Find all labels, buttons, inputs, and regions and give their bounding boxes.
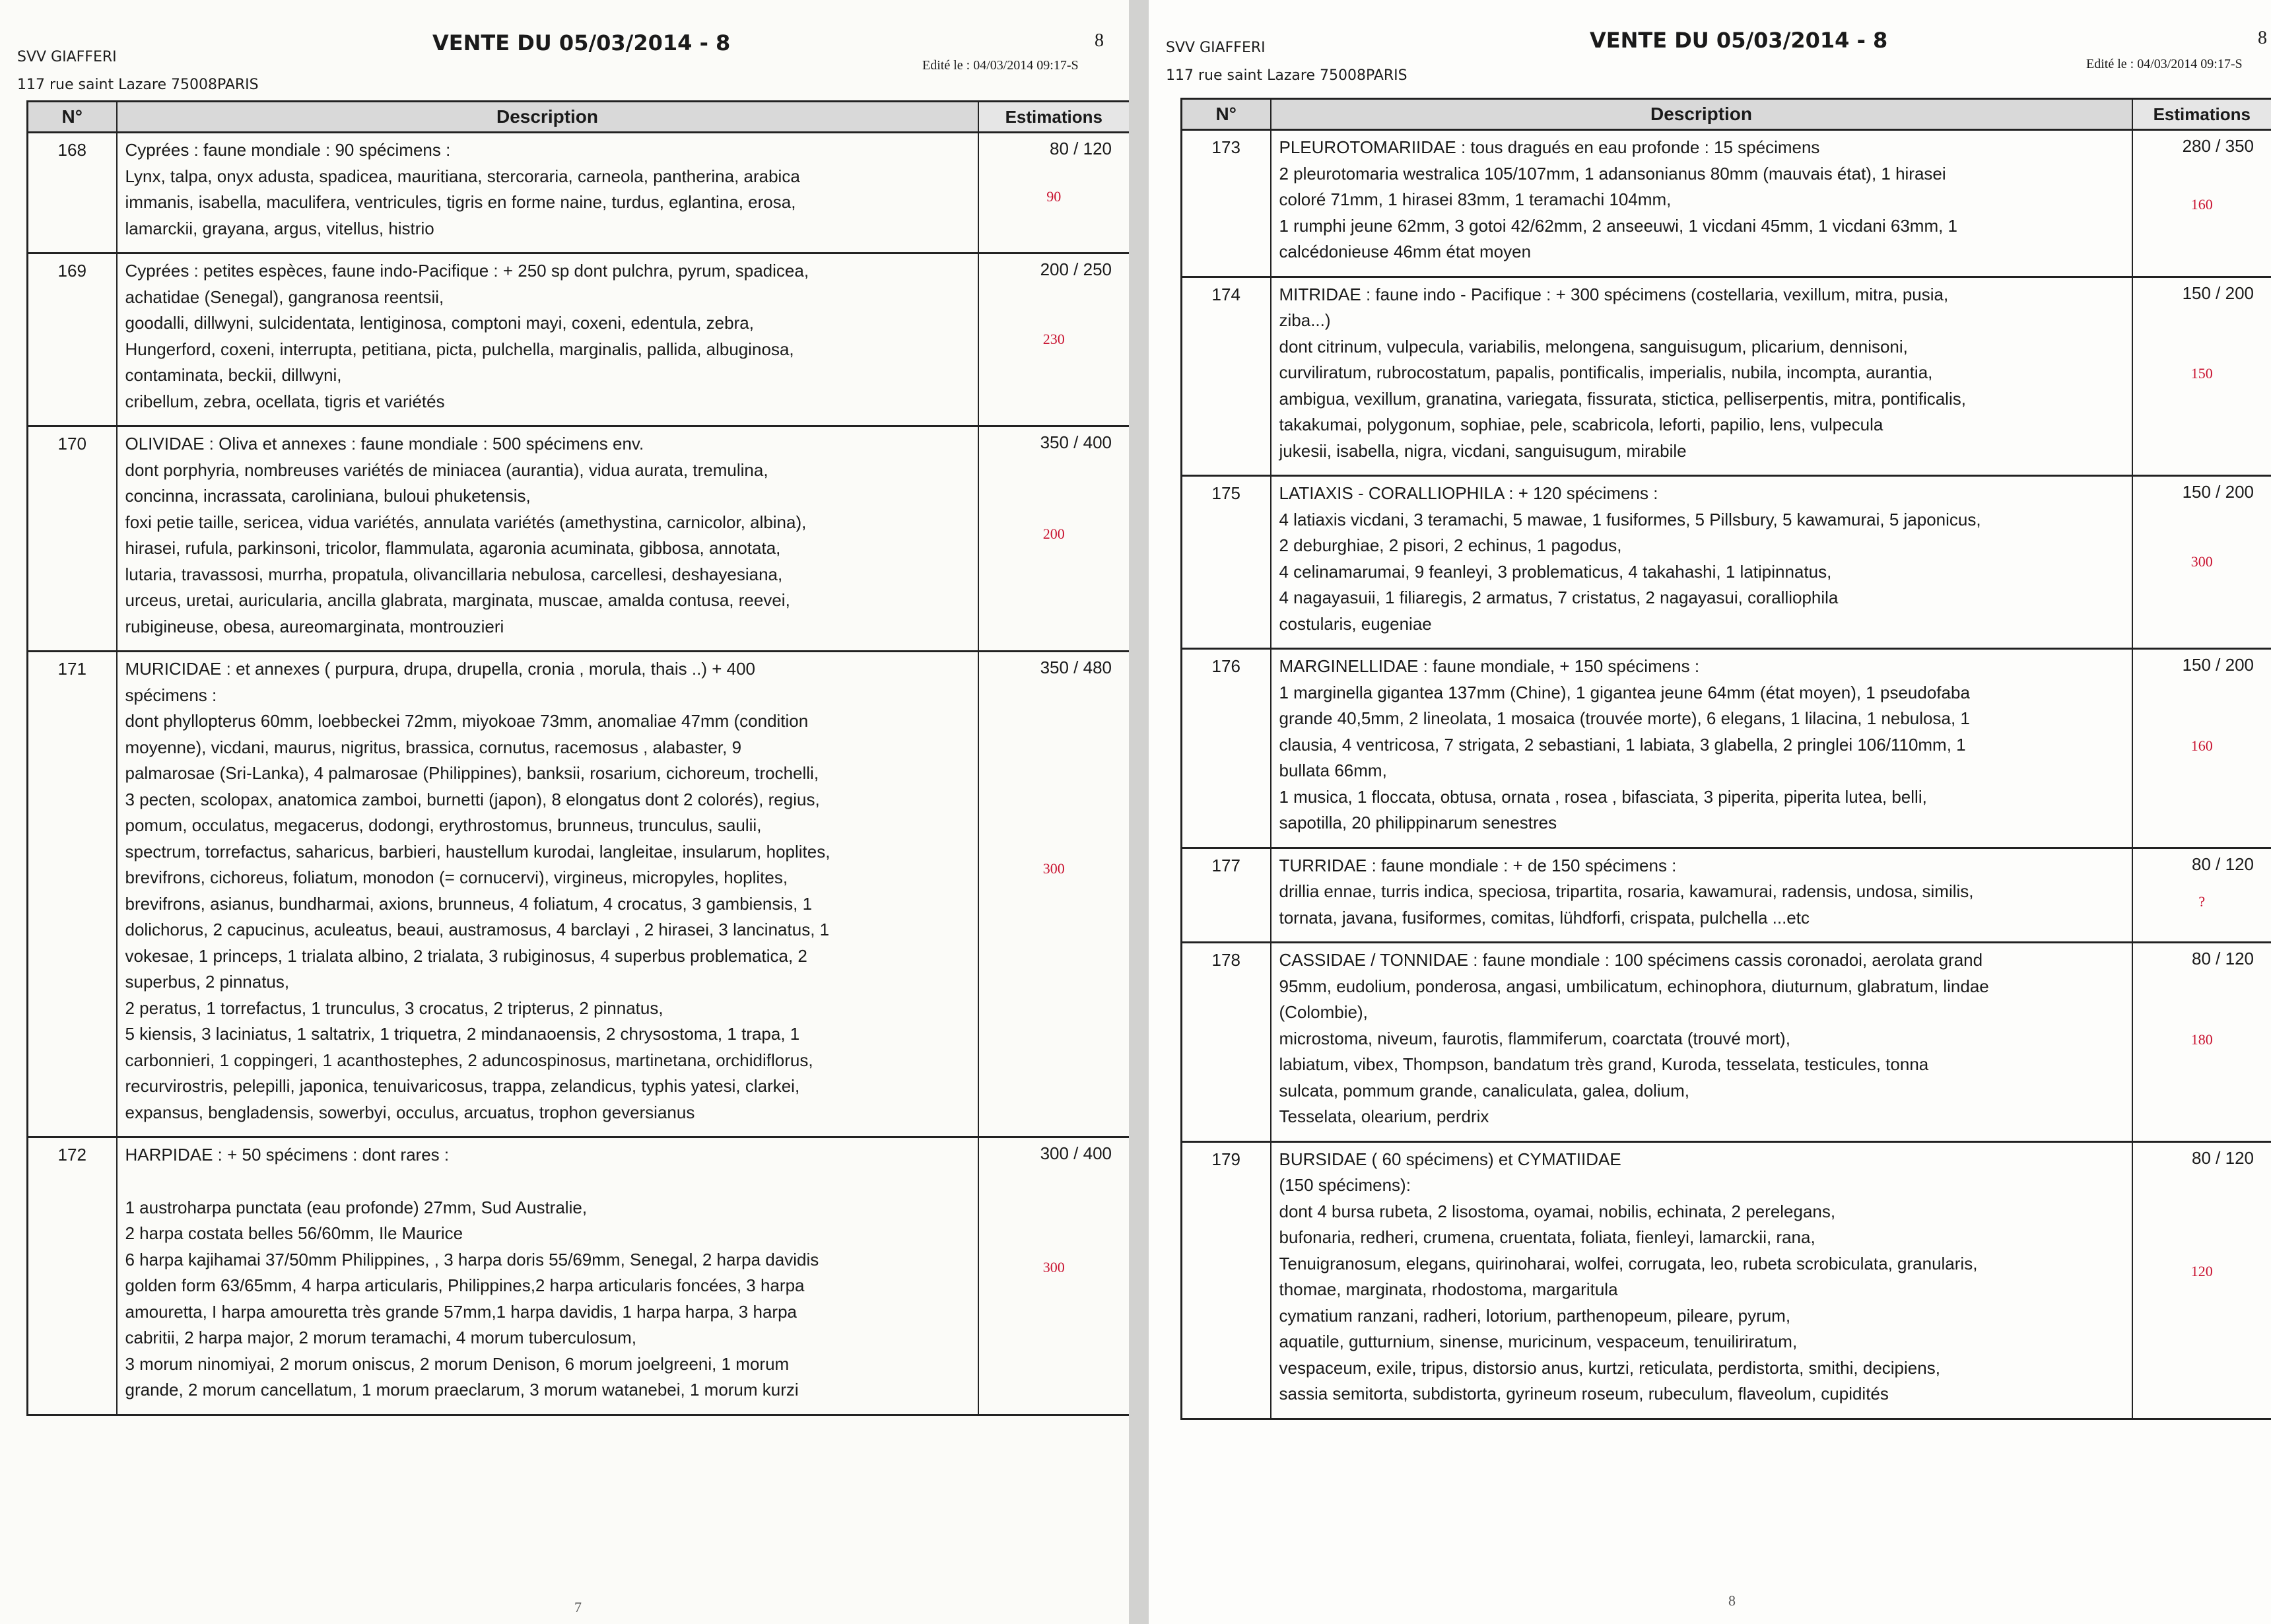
description-line: BURSIDAE ( 60 spécimens) et CYMATIIDAE <box>1279 1149 1621 1169</box>
lot-estimate-cell <box>2132 130 2271 277</box>
company-name: SVV GIAFFERI <box>1166 40 1266 56</box>
description-line: OLIVIDAE : Oliva et annexes : faune mondiale : 500 spécimens env. <box>125 434 644 454</box>
handwritten-price: ? <box>2198 893 2206 910</box>
lot-estimate-cell <box>2132 943 2271 1142</box>
estimate-range: 150 / 200 <box>2182 283 2254 303</box>
estimate-range: 350 / 480 <box>1040 658 1112 677</box>
description-line: microstoma, niveum, faurotis, flammiferum, coarctata (trouvé mort), <box>1279 1028 1790 1048</box>
column-header-description: Description <box>1271 99 2132 130</box>
lot-description <box>1271 1141 2132 1419</box>
description-line: vokesae, 1 princeps, 1 trialata albino, 2 trialata, 3 rubiginosus, 4 superbus problematica, 2 <box>125 945 807 966</box>
lot-number: 173 <box>1182 130 1271 277</box>
description-line: rubigineuse, obesa, aureomarginata, montrouzieri <box>125 616 504 636</box>
description-line: Cyprées : petites espèces, faune indo-Pacifique : + 250 sp dont pulchra, pyrum, spadicea, <box>125 261 809 281</box>
description-line: jukesii, isabella, nigra, vicdani, sanguisugum, mirabile <box>1279 440 1687 461</box>
description-line: brevifrons, asianus, bundharmai, axions, brunneus, 4 foliatum, 4 crocatus, 3 gambiensis, 1 <box>125 893 813 914</box>
handwritten-price: 300 <box>2190 553 2213 570</box>
page-number: 8 <box>1095 30 1104 51</box>
description-line: 6 harpa kajihamai 37/50mm Philippines, , 3 harpa doris 55/69mm, Senegal, 2 harpa davidis <box>125 1249 819 1269</box>
description-line: 3 pecten, scolopax, anatomica zamboi, burnetti (japon), 8 elongatus dont 2 colorés), regius, <box>125 789 820 809</box>
description-line <box>125 1168 972 1195</box>
left-page <box>0 0 1129 1624</box>
estimate-range: 280 / 350 <box>2182 136 2254 156</box>
company-block <box>17 44 259 99</box>
lot-estimate-cell <box>2132 848 2271 943</box>
description-line: 1 rumphi jeune 62mm, 3 gotoi 42/62mm, 2 anseeuwi, 1 vicdani 45mm, 1 vicdani 63mm, 1 <box>1279 215 1958 236</box>
description-line: bufonaria, redheri, crumena, cruentata, foliata, fienleyi, lamarckii, rana, <box>1279 1227 1815 1247</box>
lot-number: 171 <box>28 652 117 1137</box>
lot-number: 175 <box>1182 476 1271 649</box>
description-line: MITRIDAE : faune indo - Pacifique : + 300 spécimens (costellaria, vexillum, mitra, pusia, <box>1279 284 1949 304</box>
footer-page-number: 7 <box>574 1599 582 1615</box>
lot-estimate-cell <box>2132 476 2271 649</box>
lots-table <box>1180 98 2271 1420</box>
lot-description <box>1271 943 2132 1142</box>
description-line: golden form 63/65mm, 4 harpa articularis, Philippines,2 harpa articularis foncées, 3 harpa <box>125 1275 805 1295</box>
lot-description <box>117 133 978 254</box>
handwritten-price: 230 <box>1042 330 1065 347</box>
estimate-range: 300 / 400 <box>1040 1143 1112 1163</box>
sale-title: VENTE DU 05/03/2014 - 8 <box>432 30 731 55</box>
description-line: superbus, 2 pinnatus, <box>125 972 290 992</box>
handwritten-price: 90 <box>1046 187 1062 205</box>
column-header-estimations: Estimations <box>978 102 1130 133</box>
description-line: spécimens : <box>125 685 217 705</box>
handwritten-price: 180 <box>2190 1031 2213 1048</box>
table-row <box>1182 848 2271 943</box>
description-line: (Colombie), <box>1279 1002 1368 1022</box>
company-block <box>1166 34 1407 90</box>
description-line: pomum, occulatus, megacerus, dodongi, erythrostomus, brunneus, trunculus, saulii, <box>125 815 762 835</box>
description-line: thomae, marginata, rhodostoma, margaritula <box>1279 1279 1618 1299</box>
description-line: foxi petie taille, sericea, vidua variétés, annulata variétés (amethystina, carnicolor, albina), <box>125 512 807 532</box>
column-header-number: N° <box>1182 99 1271 130</box>
description-line: dont 4 bursa rubeta, 2 lisostoma, oyamai, nobilis, echinata, 2 perelegans, <box>1279 1201 1836 1221</box>
description-line: vespaceum, exile, tripus, distorsio anus, kurtzi, reticulata, perdistorta, smithi, decipiens, <box>1279 1357 1940 1378</box>
description-line: 1 marginella gigantea 137mm (Chine), 1 gigantea jeune 64mm (état moyen), 1 pseudofaba <box>1279 682 1970 702</box>
description-line: lutaria, travassosi, murrha, propatula, olivancillaria nebulosa, carcellesi, deshayesiana, <box>125 564 783 584</box>
description-line: Lynx, talpa, onyx adusta, spadicea, mauritiana, stercoraria, carneola, pantherina, arabica <box>125 166 800 186</box>
company-name: SVV GIAFFERI <box>17 49 117 65</box>
description-line: recurvirostris, pelepilli, japonica, tenuivaricosus, trappa, zelandicus, typhis yatesi, clarkei, <box>125 1076 800 1096</box>
lot-description <box>1271 130 2132 277</box>
estimate-range: 200 / 250 <box>1040 259 1112 279</box>
description-line: grande, 2 morum cancellatum, 1 morum praeclarum, 3 morum watanebei, 1 morum kurzi <box>125 1380 799 1400</box>
handwritten-price: 120 <box>2190 1262 2213 1279</box>
description-line: sapotilla, 20 philippinarum senestres <box>1279 813 1557 832</box>
lot-number: 176 <box>1182 649 1271 848</box>
edited-date: Edité le : 04/03/2014 09:17-S <box>922 58 1079 73</box>
description-line: sassia semitorta, subdistorta, gyrineum roseum, rubeculum, flaveolum, cupidités <box>1279 1384 1889 1404</box>
estimate-range: 80 / 120 <box>2192 949 2254 968</box>
page-number: 8 <box>2258 28 2267 48</box>
right-page <box>1149 0 2271 1624</box>
lots-body <box>1182 130 2271 1419</box>
table-row <box>28 254 1130 426</box>
description-line: MURICIDAE : et annexes ( purpura, drupa, drupella, cronia , morula, thais ..) + 400 <box>125 659 756 679</box>
estimate-range: 80 / 120 <box>2192 1147 2254 1168</box>
description-line: drillia ennae, turris indica, speciosa, tripartita, rosaria, kawamurai, radensis, undosa, similis, <box>1279 881 1974 901</box>
lot-number: 170 <box>28 426 117 652</box>
sale-title: VENTE DU 05/03/2014 - 8 <box>1590 28 1888 53</box>
description-line: goodalli, dillwyni, sulcidentata, lentiginosa, comptoni mayi, coxeni, edentula, zebra, <box>125 313 754 333</box>
lot-description <box>1271 277 2132 476</box>
estimate-range: 80 / 120 <box>2192 854 2254 874</box>
description-line: 1 austroharpa punctata (eau profonde) 27mm, Sud Australie, <box>125 1197 588 1217</box>
column-header-number: N° <box>28 102 117 133</box>
description-line: 2 deburghiae, 2 pisori, 2 echinus, 1 pagodus, <box>1279 535 1622 555</box>
description-line: Hungerford, coxeni, interrupta, petitiana, picta, pulchella, marginalis, pallida, albuginosa, <box>125 339 794 359</box>
description-line: hirasei, rufula, parkinsoni, tricolor, flammulata, agaronia acuminata, gibbosa, annotata, <box>125 538 781 558</box>
description-line: 95mm, eudolium, ponderosa, angasi, umbilicatum, echinophora, diuturnum, glabratum, lindae <box>1279 976 1989 996</box>
footer-page-number: 8 <box>1728 1592 1736 1609</box>
description-line: dont citrinum, vulpecula, variabilis, melongena, sanguisugum, plicarium, dennisoni, <box>1279 336 1908 356</box>
lot-number: 172 <box>28 1137 117 1415</box>
handwritten-price: 200 <box>1042 525 1065 542</box>
handwritten-price: 160 <box>2190 737 2213 754</box>
description-line: ziba...) <box>1279 310 1331 330</box>
handwritten-price: 300 <box>1042 1258 1065 1275</box>
description-line: cymatium ranzani, radheri, lotorium, parthenopeum, pileare, pyrum, <box>1279 1305 1791 1326</box>
description-line: costularis, eugeniae <box>1279 613 1432 634</box>
description-line: grande 40,5mm, 2 lineolata, 1 mosaica (trouvée morte), 6 elegans, 1 lilacina, 1 nebulosa, 1 <box>1279 708 1970 728</box>
column-header-estimations: Estimations <box>2132 99 2271 130</box>
description-line: calcédonieuse 46mm état moyen <box>1279 242 1532 261</box>
description-line: CASSIDAE / TONNIDAE : faune mondiale : 100 spécimens cassis coronadoi, aerolata grand <box>1279 950 1983 970</box>
description-line: labiatum, vibex, Thompson, bandatum très grand, Kuroda, tesselata, testicules, tonna <box>1279 1054 1929 1074</box>
table-row <box>28 133 1130 254</box>
table-row <box>1182 277 2271 476</box>
lot-description <box>1271 848 2132 943</box>
description-line: sulcata, pommum grande, canaliculata, galea, dolium, <box>1279 1080 1689 1100</box>
description-line: 4 celinamarumai, 9 feanleyi, 3 problematicus, 4 takahashi, 1 latipinnatus, <box>1279 561 1832 582</box>
estimate-range: 150 / 200 <box>2182 482 2254 502</box>
lot-estimate-cell <box>978 426 1130 652</box>
table-row <box>28 426 1130 652</box>
company-address: 117 rue saint Lazare 75008PARIS <box>17 77 259 93</box>
description-line: curviliratum, rubrocostatum, papalis, pontificalis, imperialis, nubila, incompta, aurantia, <box>1279 362 1933 382</box>
lot-number: 177 <box>1182 848 1271 943</box>
description-line: expansus, bengladensis, sowerbyi, occulus, arcuatus, trophon geversianus <box>125 1102 695 1122</box>
estimate-range: 80 / 120 <box>1050 139 1112 158</box>
estimate-range: 150 / 200 <box>2182 655 2254 675</box>
column-header-description: Description <box>117 102 978 133</box>
description-line: coloré 71mm, 1 hirasei 83mm, 1 teramachi 104mm, <box>1279 189 1672 209</box>
lot-description <box>1271 649 2132 848</box>
description-line: achatidae (Senegal), gangranosa reentsii, <box>125 287 444 307</box>
description-line: 2 peratus, 1 torrefactus, 1 trunculus, 3 crocatus, 2 tripterus, 2 pinnatus, <box>125 998 663 1018</box>
description-line: MARGINELLIDAE : faune mondiale, + 150 spécimens : <box>1279 656 1700 676</box>
table-row <box>1182 1141 2271 1419</box>
description-line: LATIAXIS - CORALLIOPHILA : + 120 spécimens : <box>1279 483 1658 503</box>
description-line: carbonnieri, 1 coppingeri, 1 acanthostephes, 2 aduncospinosus, martinetana, orchidiflorus, <box>125 1050 813 1070</box>
estimate-range: 350 / 400 <box>1040 432 1112 452</box>
description-line: tornata, javana, fusiformes, comitas, lühdforfi, crispata, pulchella ...etc <box>1279 907 1810 928</box>
lots-body <box>28 133 1130 1415</box>
description-line: HARPIDAE : + 50 spécimens : dont rares : <box>125 1145 450 1165</box>
lot-description <box>117 426 978 652</box>
lot-number: 168 <box>28 133 117 254</box>
description-line: contaminata, beckii, dillwyni, <box>125 365 342 385</box>
table-row <box>1182 649 2271 848</box>
description-line: spectrum, torrefactus, saharicus, barbieri, haustellum kurodai, langleitae, insularum, hoplites, <box>125 841 830 862</box>
table-header-row <box>28 102 1130 133</box>
lot-description <box>1271 476 2132 649</box>
description-line: bullata 66mm, <box>1279 761 1387 780</box>
description-line: takakumai, polygonum, sophiae, pele, scabricola, leforti, papilio, lens, vulpecula <box>1279 415 1883 434</box>
description-line: immanis, isabella, maculifera, ventricules, tigris en forme naine, turdus, eglantina, erosa, <box>125 192 796 212</box>
handwritten-price: 160 <box>2190 196 2213 213</box>
description-line: dont phyllopterus 60mm, loebbeckei 72mm, miyokoae 73mm, anomaliae 47mm (condition <box>125 711 809 731</box>
lot-description <box>117 652 978 1137</box>
lot-estimate-cell <box>978 254 1130 426</box>
table-row <box>1182 476 2271 649</box>
description-line: palmarosae (Sri-Lanka), 4 palmarosae (Philippines), banksii, rosarium, cichoreum, trochelli, <box>125 763 819 783</box>
lot-estimate-cell <box>978 133 1130 254</box>
table-header-row <box>1182 99 2271 130</box>
lot-number: 174 <box>1182 277 1271 476</box>
description-line: Cyprées : faune mondiale : 90 spécimens : <box>125 140 451 160</box>
description-line: dolichorus, 2 capucinus, aculeatus, beaui, austramosus, 4 barclayi , 2 hirasei, 3 lancinatus, 1 <box>125 920 830 939</box>
lot-number: 169 <box>28 254 117 426</box>
table-row <box>1182 943 2271 1142</box>
lot-estimate-cell <box>978 652 1130 1137</box>
description-line: concinna, incrassata, caroliniana, buloui phuketensis, <box>125 486 531 506</box>
description-line: brevifrons, cichoreus, foliatum, monodon (= cornucervi), virgineus, micropyles, hoplites, <box>125 867 788 887</box>
description-line: (150 spécimens): <box>1279 1175 1411 1195</box>
table-row <box>28 652 1130 1137</box>
description-line: 5 kiensis, 3 laciniatus, 1 saltatrix, 1 triquetra, 2 mindanaoensis, 2 chrysostoma, 1 trapa, 1 <box>125 1024 800 1044</box>
description-line: dont porphyria, nombreuses variétés de miniacea (aurantia), vidua aurata, tremulina, <box>125 459 768 480</box>
description-line: 2 pleurotomaria westralica 105/107mm, 1 adansonianus 80mm (mauvais état), 1 hirasei <box>1279 163 1946 184</box>
description-line: lamarckii, grayana, argus, vitellus, histrio <box>125 218 434 238</box>
description-line: 4 nagayasuii, 1 filiaregis, 2 armatus, 7 cristatus, 2 nagayasui, coralliophila <box>1279 588 1839 607</box>
company-address: 117 rue saint Lazare 75008PARIS <box>1166 67 1407 84</box>
handwritten-price: 150 <box>2190 365 2213 382</box>
description-line: moyenne), vicdani, maurus, nigritus, brassica, cornutus, racemosus , alabaster, 9 <box>125 737 742 757</box>
description-line: TURRIDAE : faune mondiale : + de 150 spécimens : <box>1279 855 1677 875</box>
description-line: aquatile, gutturnium, sinense, muricinum, vespaceum, tenuiliriratum, <box>1279 1332 1798 1351</box>
description-line: urceus, uretai, auricularia, ancilla glabrata, marginata, muscae, amalda contusa, reevei, <box>125 590 790 610</box>
description-line: cabritii, 2 harpa major, 2 morum teramachi, 4 morum tuberculosum, <box>125 1328 637 1347</box>
description-line: Tenuigranosum, elegans, quirinoharai, wolfei, corrugata, leo, rubeta scrobiculata, granularis, <box>1279 1253 1978 1273</box>
table-row <box>1182 130 2271 277</box>
lot-number: 178 <box>1182 943 1271 1142</box>
lot-number: 179 <box>1182 1141 1271 1419</box>
edited-date: Edité le : 04/03/2014 09:17-S <box>2086 57 2243 71</box>
handwritten-price: 300 <box>1042 860 1065 877</box>
description-line: amouretta, I harpa amouretta très grande 57mm,1 harpa davidis, 1 harpa harpa, 3 harpa <box>125 1301 797 1322</box>
table-row <box>28 1137 1130 1415</box>
lot-estimate-cell <box>2132 277 2271 476</box>
lot-description <box>117 1137 978 1415</box>
lot-estimate-cell <box>978 1137 1130 1415</box>
lot-estimate-cell <box>2132 649 2271 848</box>
description-line: ambigua, vexillum, granatina, variegata, fissurata, stictica, pelliserpentis, mitra, pontificalis, <box>1279 388 1966 409</box>
description-line: 4 latiaxis vicdani, 3 teramachi, 5 mawae, 1 fusiformes, 5 Pillsbury, 5 kawamurai, 5 japonicus, <box>1279 509 1981 529</box>
description-line: 1 musica, 1 floccata, obtusa, ornata , rosea , bifasciata, 3 piperita, piperita lutea, belli, <box>1279 786 1927 807</box>
description-line: 2 harpa costata belles 56/60mm, Ile Maurice <box>125 1223 463 1243</box>
description-line: PLEUROTOMARIIDAE : tous dragués en eau profonde : 15 spécimens <box>1279 137 1820 157</box>
lots-table <box>26 100 1129 1416</box>
lot-estimate-cell <box>2132 1141 2271 1419</box>
description-line: cribellum, zebra, ocellata, tigris et variétés <box>125 391 445 411</box>
lot-description <box>117 254 978 426</box>
description-line: Tesselata, olearium, perdrix <box>1279 1106 1489 1126</box>
description-line: clausia, 4 ventricosa, 7 strigata, 2 sebastiani, 1 labiata, 3 glabella, 2 pringlei 106/110mm, 1 <box>1279 734 1966 755</box>
description-line: 3 morum ninomiyai, 2 morum oniscus, 2 morum Denison, 6 morum joelgreeni, 1 morum <box>125 1353 790 1374</box>
